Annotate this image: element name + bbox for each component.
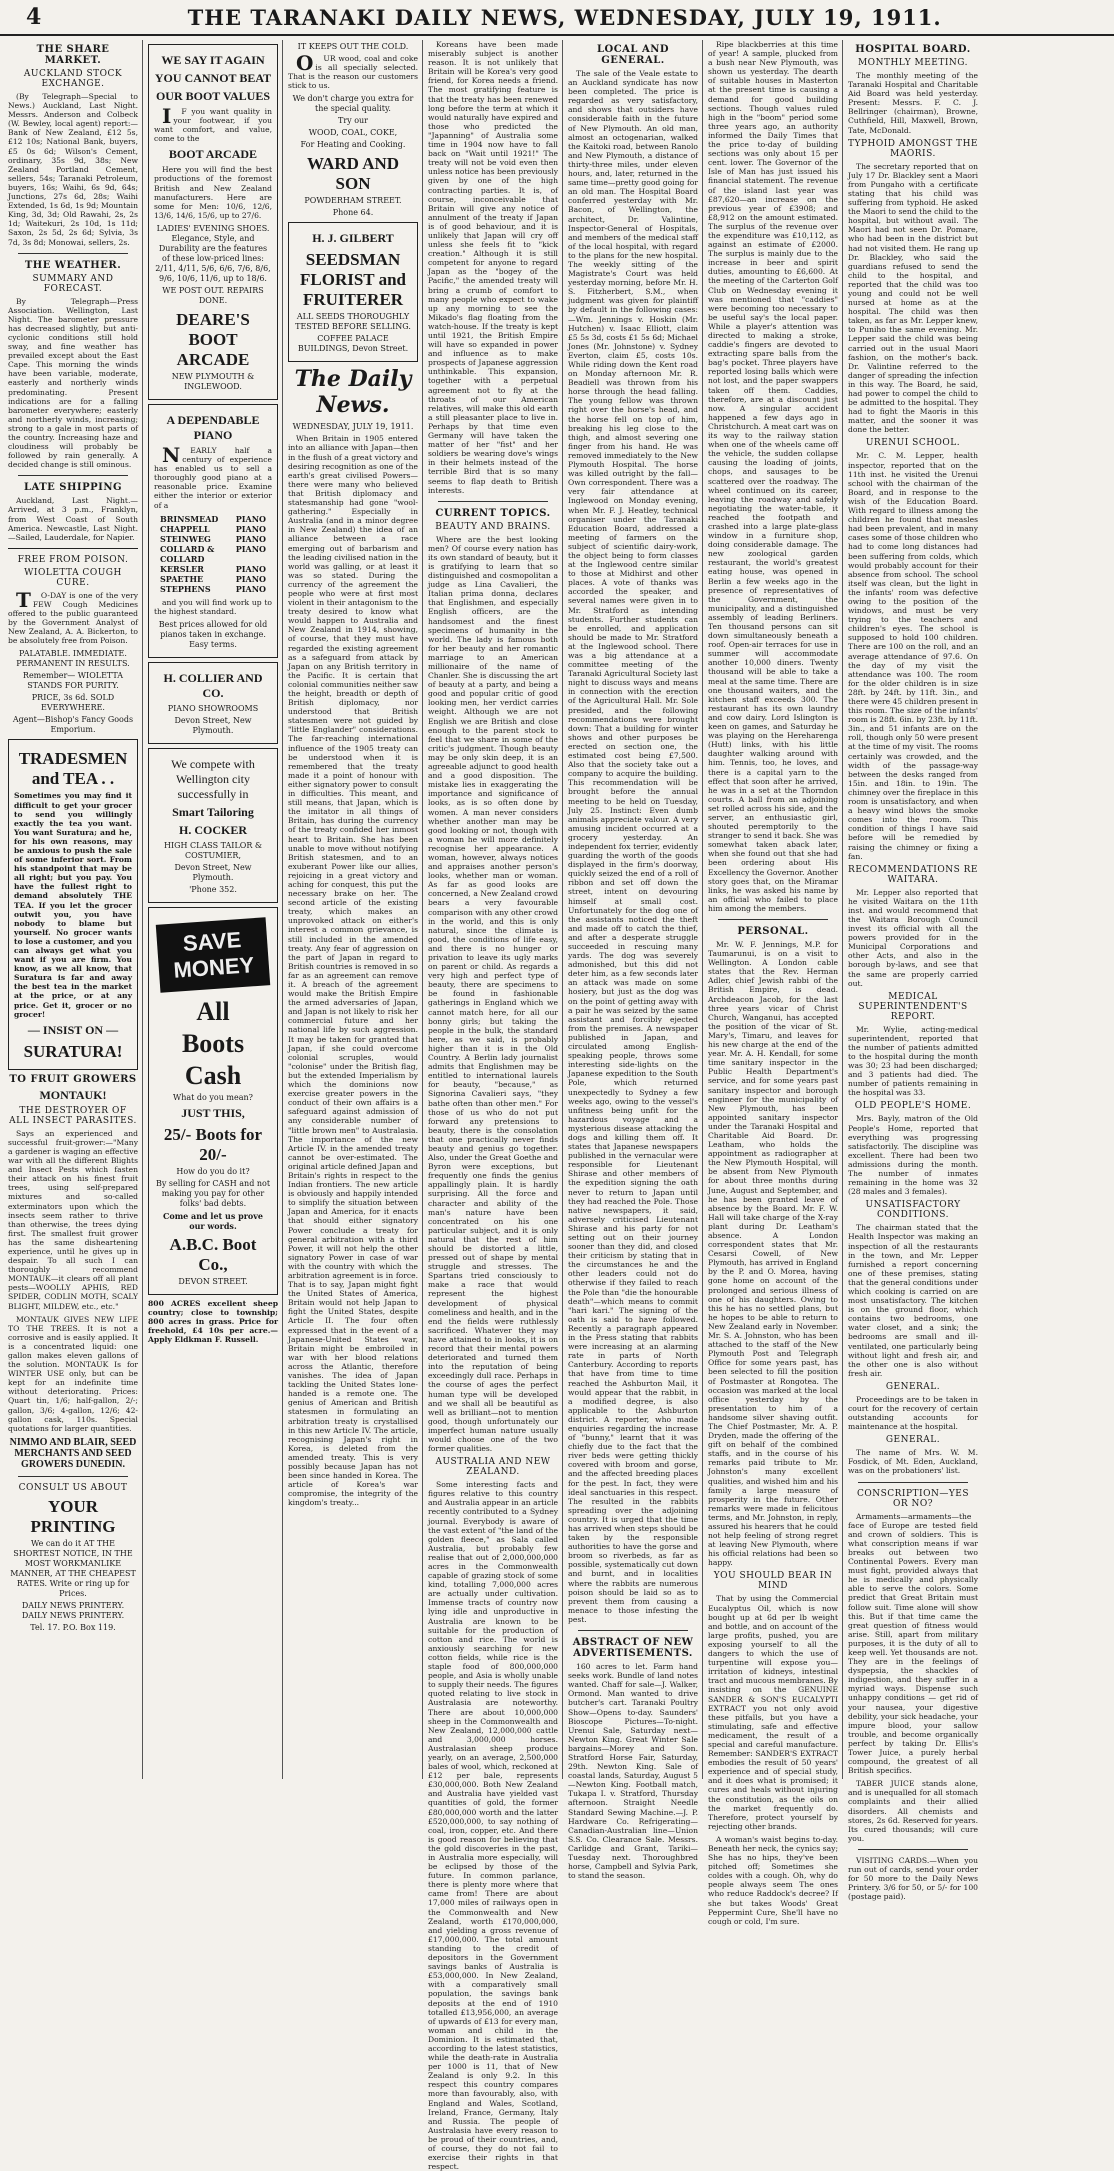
piano-maker: KERSLER [160, 563, 204, 574]
printery-contact: Tel. 17. P.O. Box 119. [30, 1622, 116, 1632]
typhoid-heading: TYPHOID AMONGST THE MAORIS. [848, 138, 978, 159]
consult-heading: CONSULT US ABOUT [18, 1482, 128, 1493]
montauk-subheading: THE DESTROYER OF ALL INSECT PARASITES. [9, 1105, 137, 1126]
piano-list-item [160, 534, 266, 544]
poison-heading: FREE FROM POISON. [17, 554, 129, 565]
boot-body: IF you want quality in your footwear, if you want comfort, and value, come to the [154, 104, 272, 144]
piano-terms: Best prices allowed for old pianos taken in exchange. Easy terms. [158, 619, 268, 649]
bear-in-mind-heading: YOU SHOULD BEAR IN MIND [713, 1571, 833, 1592]
medical-heading: MEDICAL SUPERINTENDENT'S REPORT. [858, 991, 968, 1022]
column-4 [424, 40, 562, 2171]
coal-body-2: We don't charge you extra for the special quality. [292, 94, 414, 114]
abc-location: DEVON STREET. [178, 1276, 248, 1286]
piano-maker: CHAPPELL [160, 523, 210, 534]
ripe-body: Ripe blackberries at this time of year! A sample, plucked from a bush near New Plymouth, was shown us yesterday. The dearth of suitable houses in Masterton at the present time is causing a demand for good building sections. Though values ruled high in the "boom" period some three years ago, an authority informed the Daily Times that the price to-day of building sections was only about 15 per cent. lower. The Governor of the Isle of Man has just issued his financial statement. The revenue of the island last year was £87,620—an increase on the previous year of £3908; and £8,912 on the amount estimated. The surplus of the revenue over the expenditure was £10,112, as against an estimate of £2000. The surplus is mainly due to the increase in beer and spirit duties, amounting to £6,600. At the meeting of the Carterton Golf Club on Wednesday evening it was mentioned that "caddies" were becoming too necessary to be useful say's the local paper. While a player's attention was directed to making a stroke, caddie's fingers are devoted to extracting spare balls from the bag's pocket. Three players have reported losing balls which were not lost, and the paper swappers taken off them. Caddies, therefore, are at a discount just now. A singular accident happened a few days ago in Christchurch. A meat cart was on its way to the railway station when one of the wheels came off the vehicle, the sudden collapse causing the loading of joints, chops, and sausages to be scattered over the roadway. The wheel continued on its career, leaving the roadway and safely negotiating the water-table, it reached the footpath and crashed into a large plate-glass window in a furniture shop, doing considerable damage. The new zoological garden restaurant, the world's greatest eating house, was opened in Berlin a few weeks ago in the presence of representatives of the Government, the municipality, and a distinguished assembly of leading Berliners. Ten thousand persons can sit down simultaneously beneath a roof. Open-air terraces for use in summer will accommodate another 10,000 diners. Twenty thousand will be able to take a meal at the same time. There are one thousand waiters, and the kitchen staff exceeds 300. The restaurant has its own laundry and cow dairy. Lord Islington is keen on games, and Saturday he was playing on the Hereharenga (Hutt) links, with his little daughter walking around with him. Tennis, too, he loves, and there is a capital yarn to the effect that soon after he arrived, he was in a set at the Thorndon courts. A ball from an adjoining set rolled across his side, and the server, an enthusiastic girl, shouted peremptorily to the stranger to send it back. She was somewhat taken aback later, when she found out that she had been ordering about His Excellency the Governor. Another story goes that, on the Miramar links, he was asked his name by an official who failed to place him among the members. [708, 40, 838, 913]
old-people-heading: OLD PEOPLE'S HOME. [854, 1101, 972, 1112]
visiting-cards: VISITING CARDS.—When you run out of cards, send your order for 50 more to the Daily News Printery. 3/6 for 50, or 5/- for 100 (postage paid). [848, 1855, 978, 1902]
acres-ad: 800 ACRES excellent sheep country; close to township; 800 acres in grass. Price for freehold, £4 10s per acre.—Apply Eldkman F. Russell. [148, 1298, 278, 1345]
column-rule [422, 40, 423, 1779]
general-heading-2: GENERAL. [885, 1435, 941, 1446]
column-rule [702, 40, 703, 1779]
coal-small: IT KEEPS OUT THE COLD. [297, 42, 409, 51]
share-market-heading: THE SHARE MARKET. [36, 44, 110, 66]
unsatisfactory-body: The chairman stated that the Health Inspector was making an inspection of all the restaurants in the town, and Mr. Lepper furnished a report concerning one of these premises, stating that the general conditions under which cooking is carried on are most unsatisfactory. The kitchen is on the ground floor, which contains two bedrooms, one water closet, and a sink; the bedrooms are small and ill-ventilated, one particularly being without light and fresh air, and the other one is also without fresh air. [848, 1223, 978, 1378]
current-topics-heading: CURRENT TOPICS. [435, 507, 551, 519]
boot-body-2: Here you will find the best productions of the foremost British and New Zealand manufacturers. Here are some for Men: 10/6, 12/6, 13/6, 14/6, 15/6, up to 27/6. [154, 165, 272, 220]
cough-line-3: PRICE, 3s 6d. SOLD EVERYWHERE. [31, 693, 115, 713]
column-rule [562, 40, 563, 1779]
piano-list-item [160, 544, 266, 564]
montauk-body-2: MONTAUK GIVES NEW LIFE TO THE TREES. It is not a corrosive and is easily applied. It is a concentrated liquid: one gallon makes eleven gallons of the solution. MONTAUK Is for WINTER USE only, but can be kept for an indefinite time without deteriorating. Prices: Quart tin, 1/6; half-gallon, 2/-; gallon, 3/6; 4-gallon, 12/6; 42-gallon cask, 110s. Special quotations for larger quantities. [8, 1314, 138, 1433]
cocker-sub: HIGH CLASS TAILOR & COSTUMIER, [163, 840, 262, 860]
how-do: How do you do it? [176, 1166, 250, 1176]
conscription-body: Armaments—armaments—the face of Europe are tested field and crown of soldiers. This is what conscription means if war breaks out between two Continental Powers. Every man must fight, provided always that he is medically and physically able to serve the colors. Some predict that Great Britain must follow suit. Time alone will show this. But if that time came the great question of fitness would arise. Still, apart from military purposes, it is the duty of all to keep well. Yet thousands are not. They are in the feelings of dyspepsia, the shackles of indigestion, and they suffer in a myriad ways. Dispense such unhappy conditions — get rid of your nausea, your digestive debility, your sick headache, your impure blood, your sallow trouble, and become organically perfect by taking Dr. Ellis's Tower Juice, a purely herbal compound, the greatest of all British specifics. [848, 1511, 978, 1776]
tailor-body: We compete with Wellington city successfully in [171, 756, 255, 801]
just-this: JUST THIS, [181, 1105, 245, 1120]
page-number: 4 [26, 4, 42, 30]
column-rule [282, 40, 283, 1779]
boot-values: OUR BOOT VALUES [155, 89, 271, 103]
abc-boot-ad [148, 907, 278, 1295]
smart-tailoring: Smart Tailoring [172, 804, 254, 819]
abstract-heading: ABSTRACT OF NEW ADVERTISEMENTS. [572, 1637, 694, 1660]
cannot-beat: YOU CANNOT BEAT [154, 71, 272, 85]
piano-maker: STEPHENS [160, 583, 211, 594]
typhoid-body: The secretary reported that on July 17 Dr. Blackley sent a Maori from Pungaho with a certificate stating that his child was suffering from typhoid. He asked the Maori to send the child to the hospital, but without avail. The Maori had not seen Dr. Pomare, who had been in the district but had not visited them. He rang up Dr. Blackley, who said the guardians refused to send the child to the hospital, and reported that the child was too young and could not be well nursed at home as at the hospital. The child was then taken, as far as Mr. Lepper knew, to Puniho the same evening. Mr. Lepper said the child was being carried out in the usual Maori fashion, on the mother's back. Dr. Valintine referred to the danger of spreading the infection in this way. The Board, he said, had power to compel the child to be admitted to the hospital. They had to fight the Maoris in this matter, and the sooner it was done the better. [848, 161, 978, 435]
piano-word: PIANO [235, 533, 266, 544]
collier-sub: PIANO SHOWROOMS [167, 703, 259, 713]
piano-body-2: and you will find work up to the highest standard. [154, 597, 272, 616]
piano-maker: COLLARD & COLLARD [160, 543, 215, 564]
printing-body: We can do it AT THE SHORTEST NOTICE, IN THE MOST WORKMANLIKE MANNER, AT THE CHEAPEST RATES. Write or ring up for Prices. [10, 1538, 136, 1598]
cocker-location: Devon Street, New Plymouth. [174, 862, 252, 882]
cough-cure-body: TO-DAY is one of the very FEW Cough Medicines offered to the public guaranteed by the Government Analyst of New Zealand, A. A. Bickerton, to be absolutely free from Poison. [8, 587, 138, 646]
hospital-board-heading: HOSPITAL BOARD. [855, 44, 971, 55]
come-prove: Come and let us prove our words. [162, 1210, 264, 1231]
column-rule [842, 40, 843, 1779]
seedsman: SEEDSMAN FLORIST and FRUITERER [300, 250, 406, 310]
gilbert-body: ALL SEEDS THOROUGHLY TESTED BEFORE SELLING. [295, 312, 411, 332]
column-3 [284, 40, 422, 1779]
montauk-body: Says an experienced and successful fruit-grower:—"Many a gardener is waging an effective war with all the different Blights and Insect Pests which fasten their attack on his finest fruit trees, using self-prepared mixtures and so-called exterminators upon which the insects seem rather to thrive than otherwise, the trees dying first. The smallest fruit grower has the same disheartening experience, until he gives up in despair. To all such I can thoroughly recommend MONTAUK—it clears off all plant pests—WOOLLY APHIS, RED SPIDER, CODLIN MOTH, SCALY BLIGHT, MILDEW, etc., etc." [8, 1128, 138, 1311]
monthly-meeting: MONTHLY MEETING. [857, 58, 969, 68]
general-heading: GENERAL. [885, 1381, 941, 1392]
coal-items: WOOD, COAL, COKE, [308, 128, 398, 138]
abstract-body: 160 acres to let. Farm hand seeks work. Bundle of land notes wanted. Chaff for sale—J. Walker, Ormond. Man wanted to drive butcher's cart. Taranaki Poultry Show—Opens to-day. Saunders' Bioscope Pictures—To-night. Urenui Sale, Saturday next—Newton King. Great Winter Sale bargains—Morey and Son. Stratford Horse Fair, Saturday, 29th. Newton King. Sale of coastal lands, Saturday, August 5—Newton King. Football match, Tukapa I. v. Stratford, Thursday afternoon. Straight Needle Standard Sewing Machine.—J. P. Hardware Co. Refrigerating—Canadian-Australian line—Union S.S. Co. Clearance Sale. Messrs. Carlidge and Grant, Tariki—Tuesday next. Thoroughbred horse, Campbell and Sylvia Park, to stand the season. [568, 1662, 698, 1881]
shipping-body: Auckland, Last Night.—Arrived, at 3 p.m., Franklyn, from West Coast of South America. Newcastle, Last Night.—Sailed, Lauderdale, for Napier. [8, 496, 138, 542]
share-market-body: (By Telegraph—Special to News.) Auckland, Last Night. Messrs. Anderson and Colbeck (W. Bewley, local agent) report:—Bank of New Zealand, £12 5s, £12 10s; National Bank, buyers, £5 0s 6d; Wilson's Cement, ordinary, 35s 9d, 38s; New Zealand Portland Cement, sellers, 54s; Taranaki Petroleum, buyers, 16s; Waihi, 6s 9d, 64s; Junctions, 27s 6d, 28s; Waihi Extended, 1s 6d, 1s 9d; Mountain King, 3d, 3d; Old Rawahi, 2s, 2s 1d; Waitekuri, 2s 10d, 1s 11d; Saxon, 2s 5d, 2s 6d; Sylvia, 3s 7d, 3s 8d; Monowai, sellers, 2s. [8, 92, 138, 247]
piano-ad [148, 404, 278, 658]
boot-price: 25/- Boots for 20/- [163, 1124, 263, 1164]
boot-values-ad [148, 44, 278, 400]
cough-line-4: Agent—Bishop's Fancy Goods Emporium. [12, 715, 134, 735]
local-general-body: The sale of the Veale estate to an Auckland syndicate has now been completed. The price is regarded as very satisfactory, and shows that outsiders have considerable faith in the future of New Plymouth. An old man, almost an octogenarian, walked the Kaitoki road, between Ranolo and New Plymouth, a distance of thirty-three miles, under eleven hours, and, later, returned in the same time—pretty good going for an old man. The Hospital Board conferred yesterday with Mr. Bacon, of Wellington, the architect, Dr. Valintine, Inspector-General of Hospitals, and members of the medical staff of the local hospital, with regard to the plans for the new hospital. The weekly sitting of the Magistrate's Court was held yesterday morning, before Mr. H. S. Fitzherbert, S.M., when judgment was given for plaintiff by default in the following cases:—Wm. Jennings v. Hoskin (Mr. Hutchen) v. Isaac Elliott, claim £5 5s 3d, costs £1 5s 6d; Michael Jones (Mr. Johnstone) v. Sydney Everton, claim £5, costs 10s. While riding down the Kent road on Monday afternoon Mr. R. Beadiell was thrown from his horse through the head falling. The young fellow was thrown right over the horse's head, and the horse fell on top of him, breaking his leg close to the thigh, and almost severing one finger from his hand. He was removed immediately to the New Plymouth Hospital. The horse was killed outright by the fall—Own correspondent. There was a very fair attendance at Inglewood on Monday evening, when Mr. F. J. Heatley, technical organiser under the Taranaki Education Board, addressed a meeting of farmers on the subject of scientific dairy-work, the object being to form classes at the Inglewood centre similar to those at Midhirst and other places. A vote of thanks was accorded the speaker, and several names were given in to Mr. Stratford as intending students. Further students can be enrolled, and application should be made to Mr. Stratford at the Inglewood school. There was a big attendance at a committee meeting of the Taranaki Agricultural Society last night to discuss ways and means in connection with the erection of the Agricultural Hall. Mr. Sole presided, and the following recommendations were brought down: That a building for winter shows and other purposes be erected on section one, the estimated cost being £7,500. Also that the society take out a company to acquire the building. This recommendation will be brought before the annual meeting to be held on Tuesday, July 25. Instinct: Even dumb animals appreciate valour. A very amusing incident occurred at a grocery yesterday. An independent fox terrier, evidently guarding the worth of the goods displayed in the firm's doorway, quickly seized the end of a roll of ribbon and set off down the street, intent on devouring himself at small cost. Unfortunately for the dog one of the assistants noticed the theft and made off to catch the thief, and after a desperate struggle succeeded in rescuing many yards. The dog was severely admonished, but this did not deter him, as a few seconds later an attack was made on some hosiery, but just as the dog was on the point of getting away with a pair he was seized by the same assistant and forcibly ejected from the premises. A newspaper published in Japan, and circulated among English-speaking people, throws some interesting side-lights on the Japanese expedition to the South Pole, which returned unexpectedly to Sydney a few weeks ago, owing to the vessel's unfitness being unfit for the hazardous voyage and a mysterious disease attacking the dogs and killing them off. It states that Japanese newspapers published in the vernacular were responsible for Lieutenant Shirase and other members of the expedition signing the oath never to return to Japan until they had reached the Pole. Those native newspapers, it said, adversely criticised Lieutenant Shirase and his party for not setting out on their journey sooner than they did, and closed their criticism by stating that in the circumstances he and the other leaders could not do otherwise if they failed to reach the Pole than "die the honourable death"—which means to commit "hari kari." The signing of the oath is said to have followed. Recently a paragraph appeared in the Press stating that rabbits were increasing at an alarming rate in parts of North Canterbury. According to reports that have from time to time reached the Ashburton Mail, it would appear that the rabbit, in a modified degree, is also applicable to the Ashburton district. A reporter, who made enquiries regarding the increase of "bunny," learnt that it was chiefly due to the fact that the river beds were getting thickly covered with broom and gorse, and the affected breeding places for the pest. In fact, they were ideal sanctuaries in this respect. The resulted in the rabbits spreading over the adjoining country. It is urged that the time has arrived when steps should be taken by the responsible authorities to have the gorse and broom so riverbeds, as far as possible, systematically cut down and burnt, and in localities where the rabbits are numerous poison should be laid so as to prevent them from causing a menace to those infesting the pest. [568, 69, 698, 1624]
medical-body: Mr. Wylie, acting-medical superintendent, reported that the number of patients admitted to the hospital during the month was 30; 23 had been discharged; and 3 patients had died. The number of patients remaining in the hospital was 33. [848, 1024, 978, 1098]
coal-for: For Heating and Cooking. [300, 140, 406, 150]
beauty-heading: BEAUTY AND BRAINS. [435, 521, 551, 532]
printery-name: DAILY NEWS PRINTERY. DAILY NEWS PRINTERY. [21, 1600, 125, 1620]
urenui-body: Mr. C. M. Lepper, health inspector, reported that on the 11th inst. he visited the Urenui school with the chairman of the Board, and in response to the wish of the Education Board. With regard to illness among the children he found that measles had been prevalent, and in many cases some of those children who had to come long distances had been suffering from colds, which would probably account for their absence from school. The school itself was clean, but the light in the infants' room was defective owing to the position of the windows, and must be very trying to the teachers and children's eyes. The school is supposed to hold 100 children. There are 100 on the roll, and an average attendance of 97.6. On the day of my visit the attendance was 100. The room for the older children is in size 28ft. by 24ft. by 11ft. 3in., and there were 45 children present in this room. The size of the infants' room is 28ft. 6in. by 23ft. by 11ft. 3in., and 51 infants are on the roll, though only 50 were present at the time of my visit. The rooms certainly was crowded, and the width of the passage-way between the desks ranged from 15in. and 18in. to 19in. The chimney over the fireplace in this room is unsatisfactory, and when a heavy wind blows the smoke comes into the room. This condition of things I have said before will be remedied by raising the chimney or fixing a fan. [848, 451, 978, 861]
weather-body: By Telegraph—Press Association. Wellington, Last Night. The barometer pressure has decreased slightly, but anti-cyclonic conditions still hold sway, and fine weather has prevailed except about the East Cape. This morning the winds have been variable, moderate, easterly and northerly winds predominating. Present indications are for a falling barometer everywhere; easterly and northerly winds, increasing; strong to a gale in most parts of the country. Increasing haze and cloudiness will probably be followed by rain generally. A decided change is still ominous. [8, 296, 138, 470]
woman-verse: A woman's waist begins to-day. Beneath her neck, the cynics say; She has no hips, they've been pitched off; Sometimes she coldes with a cough. Oh, why do people always seem The ones who reduce Raddock's decree? If she but takes Woods' Great Peppermint Cure, She'll have no cough or cold, I'm sure. [708, 1834, 838, 1926]
piano-body: NEARLY half a century of experience has enabled us to sell a thoroughly good piano at a reasonable price. Examine either the interior or exterior of a [154, 442, 272, 510]
masthead [0, 0, 1114, 36]
printing-heading: YOUR PRINTING [30, 1496, 116, 1536]
montauk-brand: MONTAUK! [39, 1087, 107, 1102]
coal-try: Try our [337, 116, 368, 126]
stock-exchange-subheading: AUCKLAND STOCK EXCHANGE. [23, 69, 123, 89]
waitara-body: Mr. Lepper also reported that he visited Waitara on the 11th inst. and would recommend that the Waitara Borough Council invest its official with all the powers provided for in the Municipal Corporations and other Acts, and also in the borough by-laws, and see that the same are properly carried out. [848, 887, 978, 988]
column-rule [142, 40, 143, 1779]
all-text: All [196, 996, 230, 1026]
personal-body: Mr. W. F. Jennings, M.P. for Taumarunui, is on a visit to Wellington. A London cable states that the Rev. Herman Adler, chief Jewish rabbi of the British Empire, is dead. Archdeacon Jacob, for the last three years vicar of Christ Church, Wanganui, has accepted the position of the vicar of St. Mary's, Timaru, and leaves for his new charge at the end of the year. Mr. A. H. Kendall, for some time sanitary inspector in the Public Health Department's service, and for some years past sanitary inspector and borough engineer for the municipality of New Plymouth, has been appointed sanitary inspector under the Taranaki Hospital and Charitable Aid Board. Dr. Leatham, who holds the appointment as radiographer at the New Plymouth Hospital, will be absent from New Plymouth for about three months during June, August and September, and he has been granted leave of absence by the Board. Mr. F. W. Hall will take charge of the X-ray plant during Dr. Leatham's absence. A London correspondent states that Mr. Cesarsi Cowell, of New Plymouth, has arrived in England by the P. and O. Morea, having gone home on account of the prolonged and serious illness of one of his daughters. Owing to this he has no settled plans, but he hopes to be able to return to New Zealand early in November. Mr. S. A. Johnston, who has been attached to the staff of the New Plymouth Post and Telegraph Office for some years past, has been selected to fill the position of Postmaster at Rongotea. The occasion was marked at the local office yesterday by the presentation to him of a handsome silver shaving outfit. The Chief Postmaster, Mr. A. P. Dryden, made the offering of the gift on behalf of the combined staffs, and in the course of his remarks paid tribute to Mr. Johnston's many excellent qualities, and wished him and his family a large measure of prosperity in the future. Other remarks were made in felicitous terms, and Mr. Johnston, in reply, assured his hearers that he could not help feeling of strong regret at leaving New Plymouth, where his official relations had been so happy. [708, 940, 838, 1568]
australia-body: Some interesting facts and figures relative to this country and Australia appear in an article recently contributed to a Sydney journal. Everybody is aware of the vast extent of "the land of the golden fleece," as Sala called Australia, but probably few realise that out of 2,000,000,000 acres in the Commonwealth capable of grazing stock of some kind, totalling 7,000,000 acres are actually under cultivation. Immense tracts of country now lying idle and unproductive in Australia are known to be suitable for the production of cotton and rice. The world is anxiously searching for new cotton fields, while rice is the staple food of 800,000,000 people, and Asia is wholly unable to supply their needs. The figures quoted relating to live stock in Australasia are noteworthy. There are about 10,000,000 sheep in the Commonwealth and New Zealand, 12,000,000 cattle and 3,000,000 horses. Australasian sheep produce yearly, on an average, 2,500,000 bales of wool, which, reckoned at £12 per bale, represents £30,000,000. Both New Zealand and Australia have yielded vast quantities of gold, the former £80,000,000 worth and the latter £520,000,000, to say nothing of coal, iron, copper, etc. And there is good reason for believing that the gold discoveries in the past, in Australia more especially, will be eclipsed by those of the future. In common parlance, there is plenty more where that came from! There are about 17,000 miles of railways open in the Commonwealth and New Zealand, worth £170,000,000, and yielding a gross revenue of £17,000,000. The total amount standing to the credit of depositors in the Government savings banks of Australia is £53,000,000. In New Zealand, with a comparatively small population, the savings bank deposits at the end of 1910 totalled £13,956,000, an average of upwards of £13 for every man, woman and child in the Dominion. It is estimated that, according to the latest statistics, while the death-rate in Australia per 1000 is 11, that of New Zealand is only 9.2. In this respect this country compares more than favourably, also, with England and Wales, Scotland, Ireland, France, Germany, Italy and Russia. The people of Australasia have every reason to be proud of their countries, and, of course, they do not fail to exercise their rights in that respect. [428, 1480, 558, 2171]
cocker-ad [148, 748, 278, 903]
piano-word: PIANO [235, 563, 266, 574]
post-out: WE POST OUT. REPAIRS DONE. [162, 285, 264, 305]
gilbert-location: COFFEE PALACE BUILDINGS, Devon Street. [297, 334, 409, 354]
tea-ad-title: TRADESMEN and TEA . . [18, 749, 128, 789]
boots-text: Boots [181, 1028, 245, 1058]
cough-cure-heading: WIOLETTA COUGH CURE. [24, 567, 122, 588]
collier-ad [148, 662, 278, 744]
piano-word: PIANO [235, 573, 266, 584]
fruit-growers-heading: TO FRUIT GROWERS [9, 1073, 137, 1085]
cocker-name: H. COCKER [178, 822, 247, 837]
general-body-2: The name of Mrs. W. M. Fosdick, of Mt. Eden, Auckland, was on the probationers' list. [848, 1448, 978, 1476]
gilbert-ad [288, 222, 418, 362]
column-5 [564, 40, 702, 1881]
boot-arcade: BOOT ARCADE [168, 147, 258, 162]
say-it-again: WE SAY IT AGAIN [161, 53, 265, 67]
shipping-heading: LATE SHIPPING [23, 482, 123, 494]
editorial-body: When Britain in 1905 entered into an alliance with Japan—then in the flush of a great victory and desiring recognition as one of the earth's great civilised Powers—there were many who believed that British diplomacy and statesmanship had gone "wool-gathering." Especially in Australia (and in a minor degree in New Zealand) the idea of an alliance between a race emerging out of barbarism and the leading civilised nation in the world was galling, or at least it was so stated. During the currency of the agreement the people who were at first most violent in their antagonism to the treaty desired to know what would happen to Australia and New Zealand in 1914, showing, of course, that they must have regarded the existing agreement as a safeguard from attack by Japan on any British territory in the Pacific. It is certain that colonial communities neither saw the height, breadth or depth of British diplomacy, nor understood that British statesmen were not guided by "little Englander" considerations. The far-reaching international influence of the 1905 treaty can be understood when it is remembered that the treaty made it a point of honour with either signatory power to consult in difficulties. This meant, and still means, that Japan, which is the imitator in all things of Britain, has during the currency of the treaty confided her inmost heart to Britain. She has been unable to move without notifying British statesmen, and to an exuberant Power like our allies, rejoicing in a great victory and aching for conquest, this put the necessary brake on her. The second article of the existing treaty, which makes an unprovoked attack on either's interest a common grievance, is still included in the amended treaty. Any fear of aggression on the part of Japan in regard to British countries is removed in so far as an agreement can remove it. A breach of the agreement would make the British Empire the armed adversaries of Japan, and Japan is not likely to risk her commercial future and her national life by such aggression. It may be taken for granted that Japan, if she could overcome colonial scruples, would "colonise" under the British flag, but the extended Imperialism by which the dominions now exercise greater powers in the conduct of their own affairs is a safeguard against admission of any considerable number of "little brown men" to Australasia. The importance of the new Article IV. in the amended treaty cannot be over-estimated. The original article defined Japan and Britain's rights in respect to the Indian frontiers. The new article is obviously and happily intended to simplify the situation between Japan and America, for it enacts that should either signatory Power conclude a treaty for general arbitration with a third Power, it will not help the other signatory Power in case of war with the country with which the arbitration agreement is in force. That is to say, Japan might fight the United States of America, Britain would not help Japan to fight the United States, despite Article II. The four often expressed that in the event of a Japanese-United States war, Britain might be embroiled in war with her blood relations across the Atlantic, therefore vanishes. The idea of Japan tackling the United States lone-handed is a remote one. The genius of American and British statesmen in formulating an arbitration treaty is crystallised in this new Article IV. The article, recognising Japan's right in Korea, is deleted from the amended treaty. This is very possibly because Japan has not been since handed in Korea. The article of Korea's war compromise, the integrity of the kingdom's treaty... [288, 434, 418, 1508]
ladies-shoes: LADIES' EVENING SHOES. Elegance, Style, and Durability are the features of these low-priced lines: 2/11, 4/11, 5/6, 6/6, 7/6, 8/6, 9/6, 10/6, 11/6, up to 18/6. [155, 223, 271, 283]
suratura-tea-ad [8, 739, 138, 1069]
tea-ad-brand: SURATURA! [23, 1041, 123, 1061]
collier-name: H. COLLIER AND CO. [163, 670, 263, 700]
column-1 [4, 40, 142, 1779]
cash-text: Cash [184, 1060, 242, 1090]
column-6 [704, 40, 842, 1926]
piano-maker: STEINWEG [160, 533, 211, 544]
editorial-continued: Koreans have been made miserably subject is another reason. It is not unlikely that Britain will be Korea's very good friend, for Korea needs a friend. The most gratifying feature is that the treaty has been renewed long before the term at which it would naturally have expired and those who predicted the "Japanning" of Australia some time in 1904 now have to fall back on "Wait until 1921!" The treaty will not be void even then unless notice has been previously given by one of the high contracting parties. It is, of course, inconceivable that Britain will give any notice of annulment of the treaty if Japan is of good behaviour, and it is unlikely that Japan will cry off unless she feels fit to "kick creation." Although it is still competent for anyone to regard Japan as the "bogey of the Pacific," the amended treaty will bring a crumb of comfort to many people who expect to wake up any morning to see the Mikado's flag floating from the watch-house. If the treaty is kept until 1921, the British Empire will have so expanded in power and influence as to make prospects of Japanese aggression unthinkable. This expansion, together with a perpetual agreement not to fly at the throats of our American relatives, will make this old earth a still pleasanter place to live in. Perhaps by that time even Germany will have taken the matter of her "fist" and her soldiers be wearing dove's wings in their helmets instead of the terrible Bird that is so many seems to flap death to British interests. [428, 40, 558, 495]
urenui-heading: URENUI SCHOOL. [865, 438, 961, 449]
coal-body: OUR wood, coal and coke is all specially selected. That is the reason our customers stick to us. [288, 51, 418, 91]
tea-ad-insist: — INSIST ON — [27, 1022, 119, 1037]
gilbert-name: H. J. GILBERT [312, 231, 394, 246]
what-mean: What do you mean? [173, 1092, 253, 1102]
deare-location: NEW PLYMOUTH & INGLEWOOD. [171, 371, 255, 391]
ward-phone: Phone 64. [332, 208, 374, 218]
conscription-heading: CONSCRIPTION—YES OR NO? [856, 1488, 970, 1509]
bear-in-mind-body: That by using the Commercial Eucalyptus Oil, which is now bought up at 6d per lb weight and bottle, and on account of the large profits, pushed, you are exposing yourself to all the dangers to which the use of turpentine will expose you—irritation of kidneys, intestinal tract and mucous membranes. By insisting on the GENUINE SANDER & SON'S EUCALYPTI EXTRACT you not only avoid these pitfalls, but you have a stimulating, safe and effective medicament, the result of a special and careful manufacture. Remember: SANDER'S EXTRACT embodies the result of 50 years' experience and of special study, and it does what is promised; it cures and heals without injuring the constitution, as the oils on the market frequently do. Therefore, protect yourself by rejecting other brands. [708, 1594, 838, 1831]
taber-juice: TABER JUICE stands alone, and is unequalled for all stomach complaints and their allied disorders. All chemists and stores, 2s 6d. Reserved for years. Its cured thousands; will cure you. [848, 1779, 978, 1843]
editorial-date: WEDNESDAY, JULY 19, 1911. [292, 422, 414, 432]
tea-ad-body: Sometimes you may find it difficult to get your grocer to send you willingly exactly the tea you want. You want Suratura; and he, for his own reasons, may be anxious to push the sale of some inferior sort. From his standpoint that may be all right; but you pay. You have the fullest right to demand absolutely THE TEA. If you let the grocer outwit you, you have nobody to blame but yourself. No grocer wants to lose a customer, and you can always get what you want if you are firm. You know, as we all know, that Suratura is far and away the best tea in the market at the price, or at any price. Get it, grocer or no grocer! [14, 791, 132, 1019]
piano-list-item [160, 524, 266, 534]
deare-arcade: DEARE'S BOOT ARCADE [176, 309, 250, 369]
save-money-banner: SAVE MONEY [156, 917, 270, 993]
beauty-body: Where are the best looking men? Of course every nation has its own standard of beauty, but it is gratifying to learn that so distinguished and cosmopolitan a judge as Lina Cavalieri, the Italian prima donna, declares that Englishmen, and especially English officers, are the handsomest and the finest specimens of humanity in the world. The lady is famous both for her beauty and her romantic marriage to an American millionaire of the name of Chanler. She is discussing the art of beauty at a party, and being a good and popular critic of good looking men, her verdict carries weight. Although we are not English we are British and close enough to the parent stock to feel that we share in some of the critic's judgment. Though beauty may be only skin deep, it is an agreeable adjunct to good health and a good disposition. The mistake lies in exaggerating the importance and significance of looks, as is so often done by women. A man never considers whether another man may be good looking or not, though with a woman he will more definitely recognise her appearance. A woman, however, always notices and appraises another person's looks, whether man or woman. As far as good looks are concerned, a New Zealand crowd bears a very favourable comparison with any other crowd in the world, and this is only natural, since the climate is good, the conditions of life easy, and there is no hunger or privation to leave its ugly marks on parent or child. As regards a very high and perfect type of beauty, there are specimens to be found in fashionable gatherings in England which we cannot match here, for all our bonny girls; but taking the people in the bulk, the standard here, as we said, is probably higher than it is in the Old Country. A Berlin lady journalist admits that Englishmen may be entitled to international laurels for beauty, "because," as Signorina Cavalieri says, "they bathe often than other men." For those of us who do not put forward any pretensions to beauty, there is the consolation that one practically never finds beauty and genius go together. Also, under the Great Goethe and Byron were exceptions, but frequently one finds the genius appallingly plain. It is hardly surprising. All the force and character and ability of the man's nature have been concentrated on his one particular subject, and it is only natural that the rest of him should be distorted a little, pressed out of shape by mental struggle and stresses. The Spartans tried consciously to make a race that would represent the highest development of physical comeliness and health, and in the end the fields were ruthlessly sacrificed. Whatever they may have attained to in looks, it is on record that their mental powers deteriorated and turned them into the reputation of being exceedingly dull race. Perhaps in the course of ages the perfect human type will be developed and we shall all be beautiful as well as brilliant—not to mention good, though unfortunately our imperfect human nature usually would choose one of the two former qualities. [428, 534, 558, 1454]
waitara-heading: RECOMMENDATIONS RE WAITARA. [848, 864, 978, 885]
ward-location: POWDERHAM STREET. [304, 196, 402, 206]
piano-list-item [160, 514, 266, 524]
ward-and-son: WARD AND SON [306, 154, 400, 194]
piano-word: PIANO [235, 523, 266, 534]
piano-word: PIANO [235, 543, 266, 554]
abc-name: A.B.C. Boot Co., [169, 1234, 257, 1274]
australia-heading: AUSTRALIA AND NEW ZEALAND. [435, 1457, 551, 1478]
weather-subheading: SUMMARY AND FORECAST. [32, 273, 114, 294]
piano-word: PIANO [235, 513, 266, 524]
column-2 [144, 40, 282, 1779]
piano-list [160, 514, 266, 594]
old-people-body: Mrs. Bayly, matron of the Old People's Home, reported that everything was progressing satisfactorily. The discipline was excellent. There had been two admissions during the month. The number of inmates remaining in the home was 32 (28 males and 3 females). [848, 1114, 978, 1197]
piano-maker: BRINSMEAD [160, 513, 219, 524]
weather-heading: THE WEATHER. [24, 259, 122, 271]
piano-word: PIANO [235, 583, 266, 594]
local-general-heading: LOCAL AND GENERAL. [596, 44, 670, 66]
daily-news-nameplate: The Daily News. [294, 366, 412, 419]
cough-line-2: Remember— WIOLETTA STANDS FOR PURITY. [22, 671, 124, 691]
cocker-phone: 'Phone 352. [189, 884, 237, 894]
how-body: By selling for CASH and not making you pay for other folks' bad debts. [155, 1178, 271, 1208]
cough-line-1: PALATABLE. IMMEDIATE. PERMANENT IN RESULTS. [16, 649, 130, 669]
nimmo-blair: NIMMO AND BLAIR, SEED MERCHANTS AND SEED GROWERS DUNEDIN. [9, 1436, 137, 1470]
general-body: Proceedings are to be taken in court for the recovery of certain outstanding accounts for maintenance at the hospital. [848, 1394, 978, 1432]
piano-list-item [160, 574, 266, 584]
collier-location: Devon Street, New Plymouth. [174, 715, 252, 735]
personal-heading: PERSONAL. [737, 926, 809, 937]
unsatisfactory-heading: UNSATISFACTORY CONDITIONS. [865, 1200, 961, 1221]
column-7 [844, 40, 1110, 1902]
newspaper-title: THE TARANAKI DAILY NEWS, WEDNESDAY, JULY 19, 1911. [187, 4, 942, 30]
hospital-body: The monthly meeting of the Taranaki Hospital and Charitable Aid Board was held yesterday. Present: Messrs. F. C. J. Bellringer (chairman), Browne, Cuthfield, Hill, Maxwell, Brown, Tate, McDonald. [848, 71, 978, 135]
piano-list-item [160, 584, 266, 594]
piano-list-item [160, 564, 266, 574]
piano-maker: SPAETHE [160, 573, 204, 584]
piano-heading: A DEPENDABLE PIANO [166, 412, 260, 442]
